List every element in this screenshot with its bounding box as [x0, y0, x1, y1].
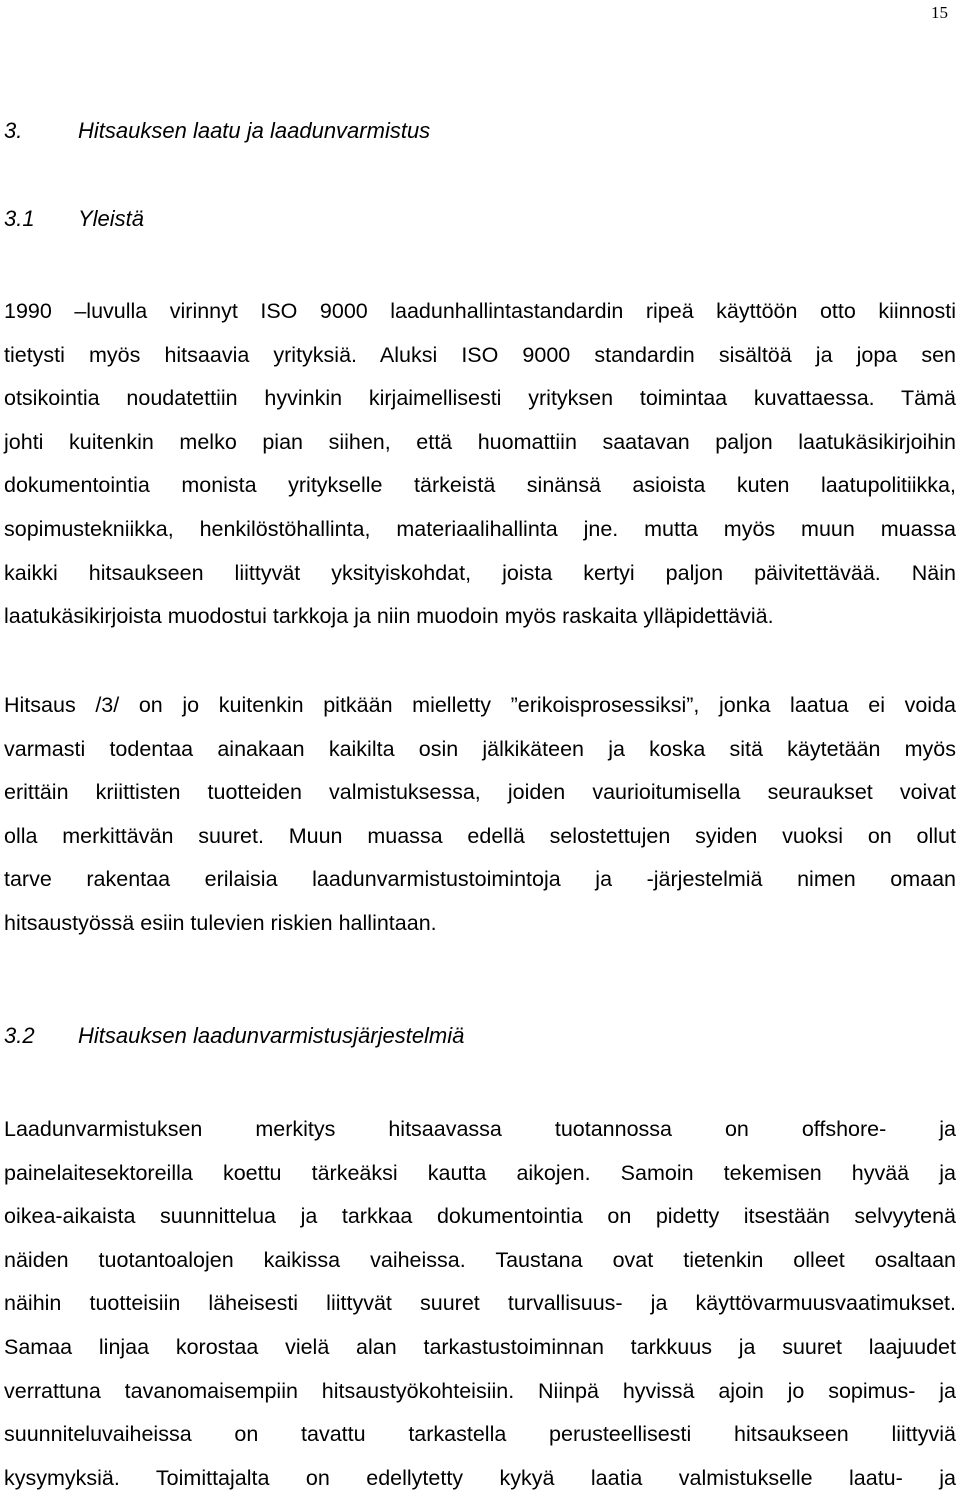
section-title: Hitsauksen laadunvarmistusjärjestelmiä — [78, 1023, 465, 1048]
section-heading-3-1 — [4, 206, 144, 232]
text-line: painelaitesektoreilla koettu tärkeäksi kautta aikojen. Samoin tekemisen hyvää ja — [4, 1160, 956, 1185]
text-line: sopimustekniikka, henkilöstöhallinta, materiaalihallinta jne. mutta myös muun muassa — [4, 516, 956, 541]
text-line: Laadunvarmistuksen merkitys hitsaavassa tuotannossa on offshore- ja — [4, 1117, 956, 1141]
text-line: varmasti todentaa ainakaan kaikilta osin jälkikäteen ja koska sitä käytetään myös — [4, 736, 956, 761]
text-line: dokumentointia monista yritykselle tärkeistä sinänsä asioista kuten laatupolitiikka, — [4, 473, 956, 498]
paragraph-1 — [4, 290, 956, 639]
text-line: Samaa linjaa korostaa vielä alan tarkastustoiminnan tarkkuus ja suuret laajuudet — [4, 1334, 956, 1359]
text-line: laatukäsikirjoista muodostui tarkkoja ja niin muodoin myös raskaita ylläpidettäviä. — [4, 604, 774, 629]
text-line: kysymyksiä. Toimittajalta on edellytetty kykyä laatia valmistukselle laatu- ja — [4, 1465, 956, 1490]
chapter-title: Hitsauksen laatu ja laadunvarmistus — [78, 118, 431, 143]
text-line: Hitsaus /3/ on jo kuitenkin pitkään mielletty ”erikoisprosessiksi”, jonka laatua ei voida — [4, 693, 956, 717]
section-number: 3.1 — [4, 206, 35, 231]
text-line: 1990 –luvulla virinnyt ISO 9000 laadunhallintastandardin ripeä käyttöön otto kiinnosti — [4, 299, 956, 323]
text-line: hitsaustyössä esiin tulevien riskien hallintaan. — [4, 910, 437, 935]
text-line: tarve rakentaa erilaisia laadunvarmistustoimintoja ja -järjestelmiä nimen omaan — [4, 867, 956, 892]
chapter-number: 3. — [4, 118, 23, 143]
text-line: erittäin kriittisten tuotteiden valmistuksessa, joiden vaurioitumisella seuraukset voivat — [4, 780, 956, 805]
section-title: Yleistä — [78, 206, 145, 231]
text-line: verrattuna tavanomaisempiin hitsaustyökohteisiin. Niinpä hyvissä ajoin jo sopimus- ja — [4, 1378, 956, 1403]
text-line: tietysti myös hitsaavia yrityksiä. Aluksi ISO 9000 standardin sisältöä ja jopa sen — [4, 342, 956, 367]
text-line: johti kuitenkin melko pian siihen, että huomattiin saatavan paljon laatukäsikirjoihin — [4, 429, 956, 454]
text-line: näiden tuotantoalojen kaikissa vaiheissa. Taustana ovat tietenkin olleet osaltaan — [4, 1247, 956, 1272]
text-line: suunniteluvaiheissa on tavattu tarkastella perusteellisesti hitsaukseen liittyviä — [4, 1422, 956, 1447]
text-line: näihin tuotteisiin läheisesti liittyvät suuret turvallisuus- ja käyttövarmuusvaatimukset. — [4, 1291, 956, 1316]
section-number: 3.2 — [4, 1023, 35, 1048]
text-line: oikea-aikaista suunnittelua ja tarkkaa dokumentointia on pidetty itsestään selvyytenä — [4, 1204, 956, 1229]
section-heading-3-2 — [4, 1023, 464, 1049]
page-number: 15 — [931, 3, 948, 22]
paragraph-2 — [4, 684, 956, 946]
paragraph-3 — [4, 1108, 956, 1500]
text-line: olla merkittävän suuret. Muun muassa edellä selostettujen syiden vuoksi on ollut — [4, 823, 956, 848]
text-line: kaikki hitsaukseen liittyvät yksityiskohdat, joista kertyi paljon päivitettävää. Näin — [4, 560, 956, 585]
chapter-heading — [4, 118, 430, 144]
text-line: otsikointia noudatettiin hyvinkin kirjaimellisesti yrityksen toimintaa kuvattaessa. Tämä — [4, 386, 956, 411]
